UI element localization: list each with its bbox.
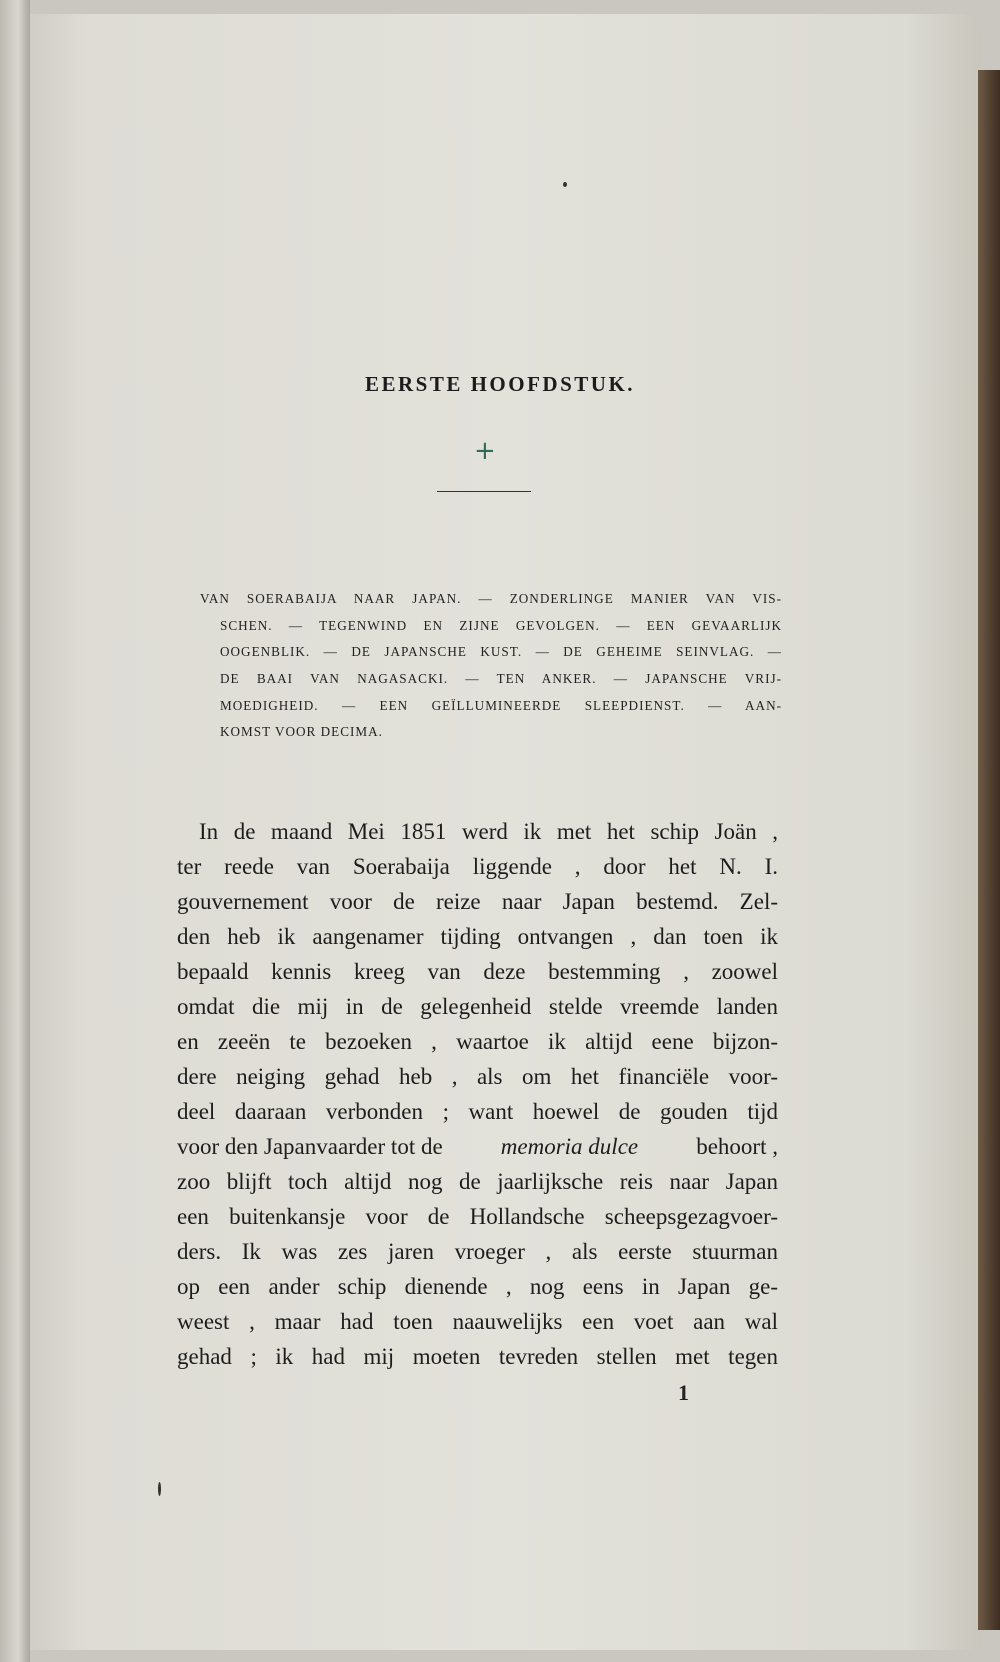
italic-phrase: memoria dulce	[500, 1134, 639, 1159]
text-line: deel daaraan verbonden ; want hoewel de gouden tijd	[177, 1099, 778, 1124]
divider	[437, 491, 531, 492]
text-line: ders. Ik was zes jaren vroeger , als eerste stuurman	[177, 1239, 778, 1264]
text-line: gouvernement voor de reize naar Japan bestemd. Zel-	[177, 889, 778, 914]
text-line: In de maand Mei 1851 werd ik met het schip Joän ,	[199, 819, 778, 844]
text-line: gehad ; ik had mij moeten tevreden stellen met tegen	[177, 1344, 778, 1369]
page-number: 1	[678, 1380, 689, 1405]
text-line: den heb ik aangenamer tijding ontvangen , dan toen ik	[177, 924, 778, 949]
summary-line: SCHEN. — TEGENWIND EN ZIJNE GEVOLGEN. — EEN GEVAARLIJK	[220, 618, 782, 633]
summary-line: DE BAAI VAN NAGASACKI. — TEN ANKER. — JAPANSCHE VRIJ-	[220, 671, 782, 686]
text-line: dere neiging gehad heb , als om het financiële voor-	[177, 1064, 778, 1089]
text-line: en zeeën te bezoeken , waartoe ik altijd eene bijzon-	[177, 1029, 778, 1054]
text-line: omdat die mij in de gelegenheid stelde vreemde landen	[177, 994, 778, 1019]
text-line: zoo blijft toch altijd nog de jaarlijksche reis naar Japan	[177, 1169, 778, 1194]
text-line: bepaald kennis kreeg van deze bestemming , zoowel	[177, 959, 778, 984]
ink-speck	[563, 182, 567, 187]
summary-line: MOEDIGHEID. — EEN GEÏLLUMINEERDE SLEEPDIENST. — AAN-	[220, 698, 782, 713]
text-line: weest , maar had toen naauwelijks een voet aan wal	[177, 1309, 778, 1334]
text-line	[177, 1134, 778, 1160]
summary-line: OOGENBLIK. — DE JAPANSCHE KUST. — DE GEHEIME SEINVLAG. —	[220, 644, 782, 659]
ink-speck	[158, 1482, 161, 1496]
summary-line: KOMST VOOR DECIMA.	[220, 724, 383, 739]
book-binding	[978, 70, 1000, 1630]
text-line: een buitenkansje voor de Hollandsche scheepsgezagvoer-	[177, 1204, 778, 1229]
chapter-title: EERSTE HOOFDSTUK.	[364, 372, 636, 396]
text-segment: voor den Japanvaarder tot de	[177, 1134, 443, 1159]
summary-line: VAN SOERABAIJA NAAR JAPAN. — ZONDERLINGE MANIER VAN VIS-	[200, 591, 782, 606]
text-line: ter reede van Soerabaija liggende , door het N. I.	[177, 854, 778, 879]
cross-ornament-icon: +	[474, 436, 496, 466]
text-segment: behoort ,	[696, 1134, 778, 1159]
left-page-edge	[0, 0, 30, 1662]
text-line: op een ander schip dienende , nog eens in Japan ge-	[177, 1274, 778, 1299]
